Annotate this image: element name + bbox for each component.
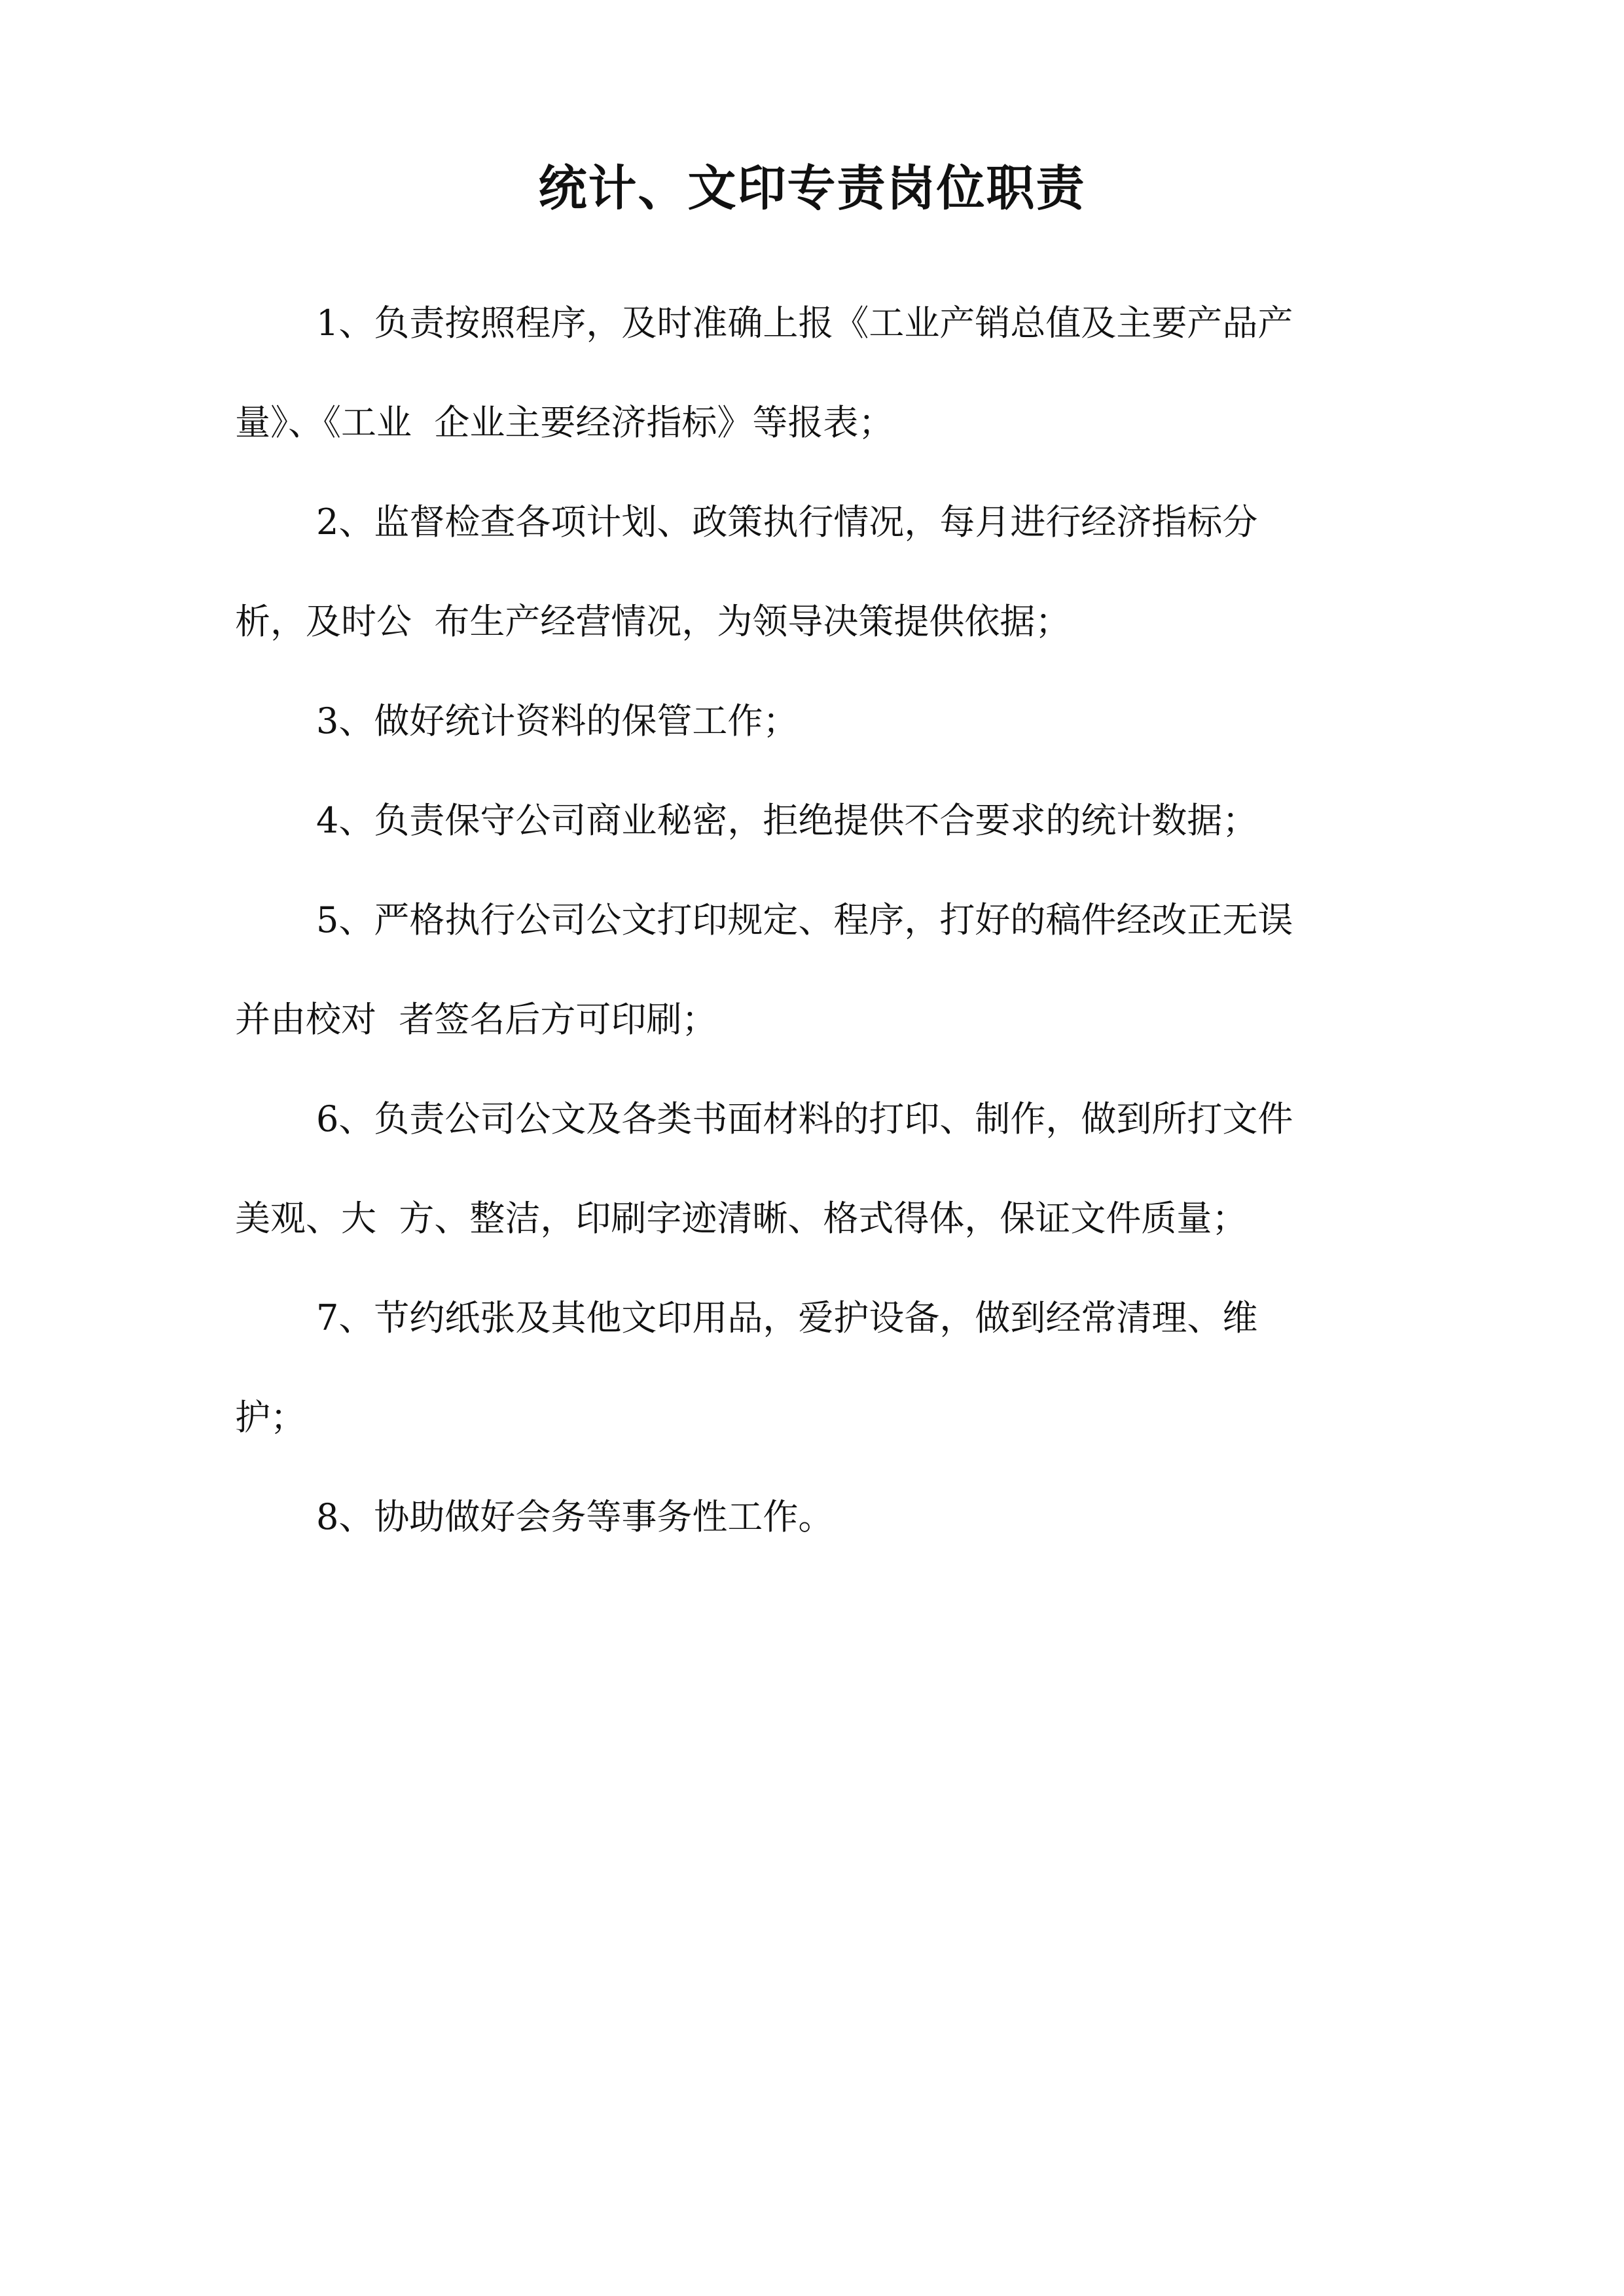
duty-item-4 bbox=[235, 771, 1374, 870]
duty-item-2 bbox=[235, 473, 1374, 672]
duty-item-1 bbox=[235, 274, 1374, 473]
duty-item-8-line-1: 8、协助做好会务等事务性工作。 bbox=[316, 1496, 834, 1537]
duty-item-6-line-2: 美观、大 方、整洁，印刷字迹清晰、格式得体，保证文件质量； bbox=[235, 1198, 1248, 1239]
duty-item-7-line-2: 护； bbox=[235, 1397, 306, 1438]
duty-item-5-line-1: 5、严格执行公司公文打印规定、程序，打好的稿件经改正无误 bbox=[316, 899, 1293, 941]
document-title: 统计、文印专责岗位职责 bbox=[538, 160, 1086, 217]
duty-item-2-line-2: 析，及时公 布生产经营情况，为领导决策提供依据； bbox=[235, 601, 1071, 642]
document-body bbox=[235, 274, 1374, 1567]
duty-item-5-line-2: 并由校对 者签名后方可印刷； bbox=[235, 999, 717, 1040]
duty-item-1-line-2: 量》、《工业 企业主要经济指标》等报表； bbox=[235, 402, 894, 443]
duty-item-8 bbox=[235, 1467, 1374, 1567]
duty-item-2-line-1: 2、监督检查各项计划、政策执行情况，每月进行经济指标分 bbox=[316, 501, 1258, 543]
duty-item-6 bbox=[235, 1069, 1374, 1268]
duty-item-5 bbox=[235, 870, 1374, 1069]
duty-item-3-line-1: 3、做好统计资料的保管工作； bbox=[316, 700, 799, 742]
duty-item-4-line-1: 4、负责保守公司商业秘密，拒绝提供不合要求的统计数据； bbox=[316, 800, 1258, 841]
duty-item-7 bbox=[235, 1268, 1374, 1467]
duty-item-7-line-1: 7、节约纸张及其他文印用品，爱护设备，做到经常清理、维 bbox=[316, 1297, 1258, 1338]
duty-item-6-line-1: 6、负责公司公文及各类书面材料的打印、制作，做到所打文件 bbox=[316, 1098, 1293, 1139]
duty-item-1-line-1: 1、负责按照程序，及时准确上报《工业产销总值及主要产品产 bbox=[316, 302, 1293, 344]
duty-item-3 bbox=[235, 672, 1374, 771]
